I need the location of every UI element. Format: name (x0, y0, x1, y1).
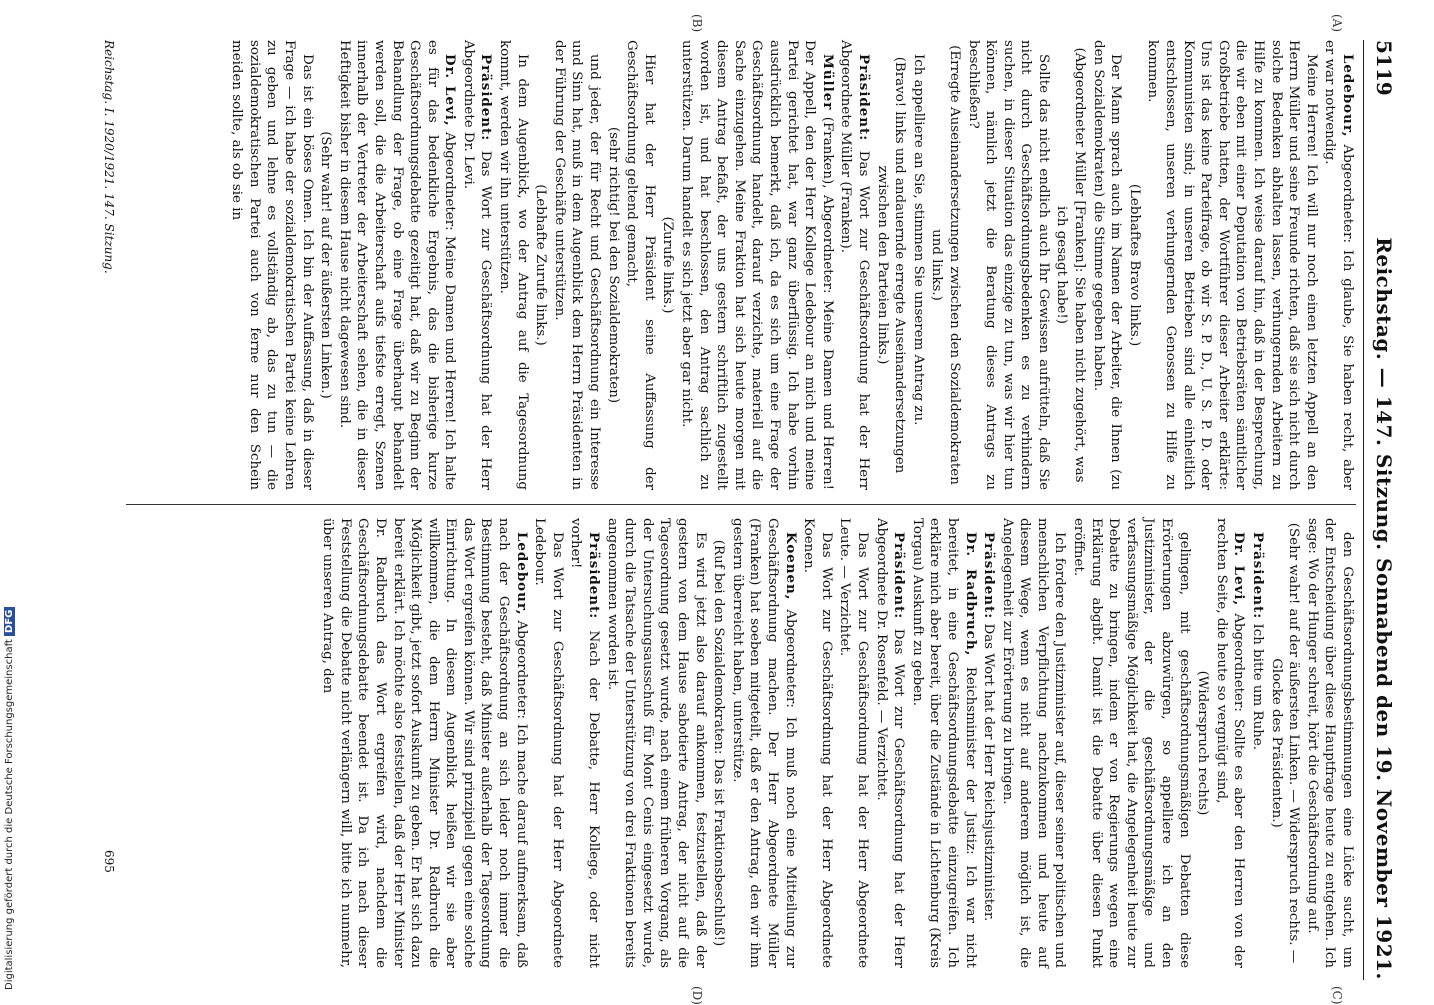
margin-letter-a: (A) (1330, 14, 1344, 33)
body-paragraph: den Geschäftsordnungsbestimmungen eine Lücke sucht, um der Entscheidung über diese Hauptfrage heute zu entgehen. Ich sage: Wo der Hunger schreit, hört die Geschäftsordnung auf. (1304, 518, 1355, 968)
document-page (64, 14, 1404, 1005)
dfg-credit-text: Digitalisierung gefördert durch die Deutsche Forschungsgemeinschaft (4, 639, 15, 990)
interjection: (Lebhafte Zurufe links.) (533, 184, 549, 346)
left-column (227, 40, 1356, 490)
interjection: (Zurufe links.) (660, 216, 676, 314)
speaker-name: Präsident: (478, 54, 495, 142)
speech-text: Abgeordneter: Meine Damen und Herren! Ich halte es für das bedenkliche Ergebnis, das die bisherige kurze Geschäftsordnungsdebatte gezeitigt hat, daß wir zu Beginn der Behandlung der Frage, ob eine Frage überhaupt behandelt werden soll, die die Arbeiterschaft aufs tiefste erregt, Szenen innerhalb der Vertreter der Arbeiterschaft sehen, die in dieser Heftigkeit bisher in diesem Hause nicht dagewesen sind. (336, 40, 458, 491)
speaker-name: Dr. Radbruch, (962, 532, 979, 657)
page-number: 5119 (1372, 40, 1396, 96)
dfg-credit (4, 603, 15, 990)
speech-paragraph (1321, 40, 1356, 490)
speech-text: Das Wort zur Geschäftsordnung hat der Herr Abgeordnete Müller (Franken). (838, 40, 871, 490)
speech-text: Abgeordneter: Sollte es aber den Herren von der rechten Seite, die heute so vergnügt sind, (1213, 518, 1247, 968)
interjection: (sehr richtig! bei den Sozialdemokraten) (605, 126, 621, 404)
speech-text: Nach der Debatte, Herr Kollege, oder nicht vorher! (568, 518, 602, 968)
body-paragraph: Es wird jetzt also darauf ankommen, festzustellen, daß der gestern von dem Hause sabotierte Antrag, der nicht auf die Tagesordnung gesetzt wurde, nach einem früheren Vorgang, als der Untersuchungsausschuß für Mont Cenis eingesetzt wurde, durch die Tatsache der Unterstützung von drei Fraktionen bereits angenommen worden ist. (604, 518, 708, 968)
body-paragraph: In dem Augenblick, wo der Antrag auf die Tagesordnung kommt, werden wir ihn unterstützen. (497, 40, 530, 490)
speaker-name: Präsident: (855, 54, 872, 142)
speech-paragraph (319, 518, 530, 968)
interjection: (Sehr wahr! auf der äußersten Linken.) (318, 131, 334, 399)
margin-letter-b: (B) (690, 14, 704, 33)
body-paragraph: Das Wort zur Geschäftsordnung hat der Herr Abgeordnete Ledebour. (532, 518, 565, 968)
interjection: (Abgeordneter Müller [Franken]: Sie haben nicht zugehört, was ich gesagt habe!) (1054, 47, 1088, 483)
right-column (318, 518, 1356, 968)
body-paragraph: Ich fordere den Justizminister auf, dieser seiner politischen und menschlichen Verpflichtung nachzukommen und heute auf diesem Wege, wenn es nicht auf anderem möglich ist, die Angelegenheit zur Erörterung zu bringen. (999, 518, 1068, 968)
body-paragraph: gelingen, mit geschäftsordnungsmäßigen Debatten diese Erörterungen abzuwürgen, so appelliere ich an den Justizminister, der die geschäftsordnungsmäßige und verfassungsmäßige Möglichkeit hat, die Angelegenheit heute zur Debatte zu bringen, indem er von Regierungs wegen eine Erklärung abgibt. Damit ist die Debatte über diesen Punkt eröffnet. (1071, 518, 1192, 968)
speech-paragraph (980, 518, 998, 968)
body-paragraph: Das Wort zur Geschäftsordnung hat der Herr Abgeordnete Koenen. (801, 518, 834, 968)
interjection: (Erregte Auseinandersetzungen zwischen den Sozialdemokraten und links.) (929, 45, 962, 485)
body-paragraph: Das ist ein böses Omen. Ich bin der Auffassung, daß in dieser Frage — ich habe der sozialdemokratischen Partei keine Lehren zu geben und lehne es vollständig ab, das zu tun — die sozialdemokratischen Partei auch von ferne nur den Schein meiden sollte, als ob sie in (229, 40, 315, 490)
speech-text: Das Wort zur Geschäftsordnung hat der Herr Abgeordnete Dr. Levi. (460, 40, 494, 490)
speech-text: (Franken), Abgeordneter: Meine Damen und Herren! Der Appell, den der Herr Kollege Ledebour an mich und meine Partei gerichtet hat, war ganz überflüssig. Ich habe vorhin ausdrücklich bemerkt, daß ich, da es sich um eine Frage der Geschäftsordnung handelt, darauf verzichte, materiell auf die Sache einzugehen. Meine Fraktion hat sich heute morgen mit diesem Antrag befaßt, der uns gestern schriftlich zugestellt worden ist, und hat beschlossen, den Antrag sachlich zu unterstützen. Darum handelt es sich jetzt aber gar nicht. (679, 40, 835, 490)
interjection: (Bravo! links und andauernde erregte Auseinandersetzungen zwischen den Parteien links.) (874, 56, 908, 474)
speech-text: Das Wort zur Geschäftsordnung hat der Herr Abgeordnete Dr. Rosenfeld. — Verzichtet. (873, 518, 907, 968)
speech-paragraph (728, 518, 798, 968)
speaker-name: Präsident: (891, 532, 908, 620)
speech-paragraph (335, 40, 458, 490)
speech-text: Reichsminister der Justiz: Ich war nicht bereitet, in eine Geschäftsordnungsdebatte einzugreifen. Ich erkläre mich aber bereit, über die Zustände in Lichtenburg (Kreis Torgau) Auskunft zu geben. (909, 518, 978, 968)
speech-paragraph (837, 40, 872, 490)
column-divider (126, 504, 1356, 505)
speech-paragraph (677, 40, 835, 490)
speech-text: Abgeordneter: Ich glaube, Sie haben recht, aber er war notwendig. (1322, 40, 1355, 490)
interjection: (Lebhaftes Bravo links.) (1126, 183, 1142, 347)
speech-text: Abgeordneter: Ich mache darauf aufmerksam, daß nach der Geschäftsordnung an sich leider noch immer die Bestimmung besteht, daß Minister außerhalb der Tagesordnung das Wort ergreifen können. Wir sind prinzipiell gegen eine solche Einrichtung. In diesem Augenblick heißen wir sie aber willkommen, die dem Herrn Minister Dr. Radbruch die Möglichkeit gibt, jetzt sofort Auskunft zu geben. Er hat sich dazu bereit erklärt. Ich möchte also feststellen, daß der Herr Minister Dr. Radbruch das Wort ergreifen wird, nachdem die Geschäftsordnungsdebatte beendet ist. Da ich nach dieser Feststellung die Debatte nicht verlängern will, bitte ich nunmehr, über unseren Antrag, den (320, 518, 529, 968)
speech-paragraph (1248, 518, 1266, 968)
body-paragraph: Der Mann sprach auch im Namen der Arbeiter, die Ihnen (zu den Sozialdemokraten) die Stimme gegeben haben. (1090, 40, 1124, 490)
interjection: (Ruf bei den Sozialdemokraten: Das ist Fraktionsbeschluß!) (711, 539, 727, 947)
body-paragraph: Meine Herren! Ich will nur noch einen letzten Appell an den Herrn Müller und seine Freunde richten, daß sie sich nicht durch solche Bedenken abhalten lassen, verhungernden Arbeitern zu Hilfe zu kommen. Ich weise darauf hin, daß in der Besprechung, die wir eben mit einer Deputation von Betriebsräten sämtlicher Großbetriebe hatten, der Wortführer dieser Arbeiter erklärte: Uns ist das keine Parteifrage, ob wir S. P. D., U. S. P. D. oder Kommunisten sind; in unseren Betrieben sind alle einheitlich entschlossen, unseren verhungernden Genossen zu Hilfe zu kommen. (1145, 40, 1319, 490)
body-paragraph: Das Wort zur Geschäftsordnung hat der Herr Abgeordnete Leute. — Verzichtet. (837, 518, 870, 968)
speaker-name: Dr. Levi, (1231, 532, 1248, 607)
body-paragraph: Hier hat der Herr Präsident seine Auffassung der Geschäftsordnung geltend gemacht, (624, 40, 657, 490)
speaker-name: Koenen, (782, 532, 799, 601)
speech-paragraph (872, 518, 907, 968)
margin-letter-d: (D) (690, 986, 704, 1005)
margin-letter-c: (C) (1330, 986, 1344, 1005)
footer-page-ref: 695 (102, 850, 116, 873)
speech-paragraph (567, 518, 602, 968)
interjection: (Widerspruch rechts) (1195, 670, 1211, 816)
speech-paragraph (1212, 518, 1247, 968)
speaker-name: Ledebour, (1340, 54, 1356, 138)
interjection: (Sehr wahr! auf der äußersten Linken. — Widerspruch rechts. — Glocke des Präsidenten.) (1268, 522, 1302, 964)
footer-citation: Reichstag. I. 1920/1921. 147. Sitzung. (102, 40, 116, 274)
page-title: Reichstag. — 147. Sitzung. Sonnabend den 19. November 1921. (1372, 237, 1396, 980)
speech-text: Das Wort hat der Herr Reichsjustizminister. (981, 623, 997, 922)
speech-text: Abgeordneter: Ich muß noch eine Mitteilung zur Geschäftsordnung machen. Der Herr Abgeordnete Müller (Franken) hat soeben mitgeteilt, daß er den Antrag, den wir ihm gestern überreicht haben, unterstütze. (729, 518, 798, 968)
speech-text: Ich bitte um Ruhe. (1250, 623, 1266, 751)
body-paragraph: Ich appelliere an Sie, stimmen Sie unserem Antrag zu. (910, 54, 926, 426)
body-paragraph: und jeder, der für Recht und Geschäftsordnung ein Interesse und Sinn hat, muß in dem Augenblick dem Herrn Präsidenten in der Führung der Geschäfte unterstützen. (551, 40, 603, 490)
dfg-logo: DFG (4, 607, 15, 636)
body-paragraph: Sollte das nicht endlich auch Ihr Gewissen aufrütteln, daß Sie nicht durch Geschäftsordnungsbedenken es zu verhindern suchen, in dieser Situation das einzige zu tun, was wir hier tun können, nämlich jetzt die Beratung dieses Antrags zu beschließen? (965, 40, 1051, 490)
speaker-name: Müller (819, 54, 836, 111)
speaker-name: Präsident: (981, 532, 998, 620)
speaker-name: Präsident: (586, 532, 603, 620)
speech-paragraph (459, 40, 494, 490)
page-header (1363, 40, 1404, 980)
speech-paragraph (908, 518, 978, 968)
speaker-name: Präsident: (1250, 532, 1267, 620)
speaker-name: Ledebour, (513, 532, 530, 616)
speaker-name: Dr. Levi, (442, 54, 459, 127)
